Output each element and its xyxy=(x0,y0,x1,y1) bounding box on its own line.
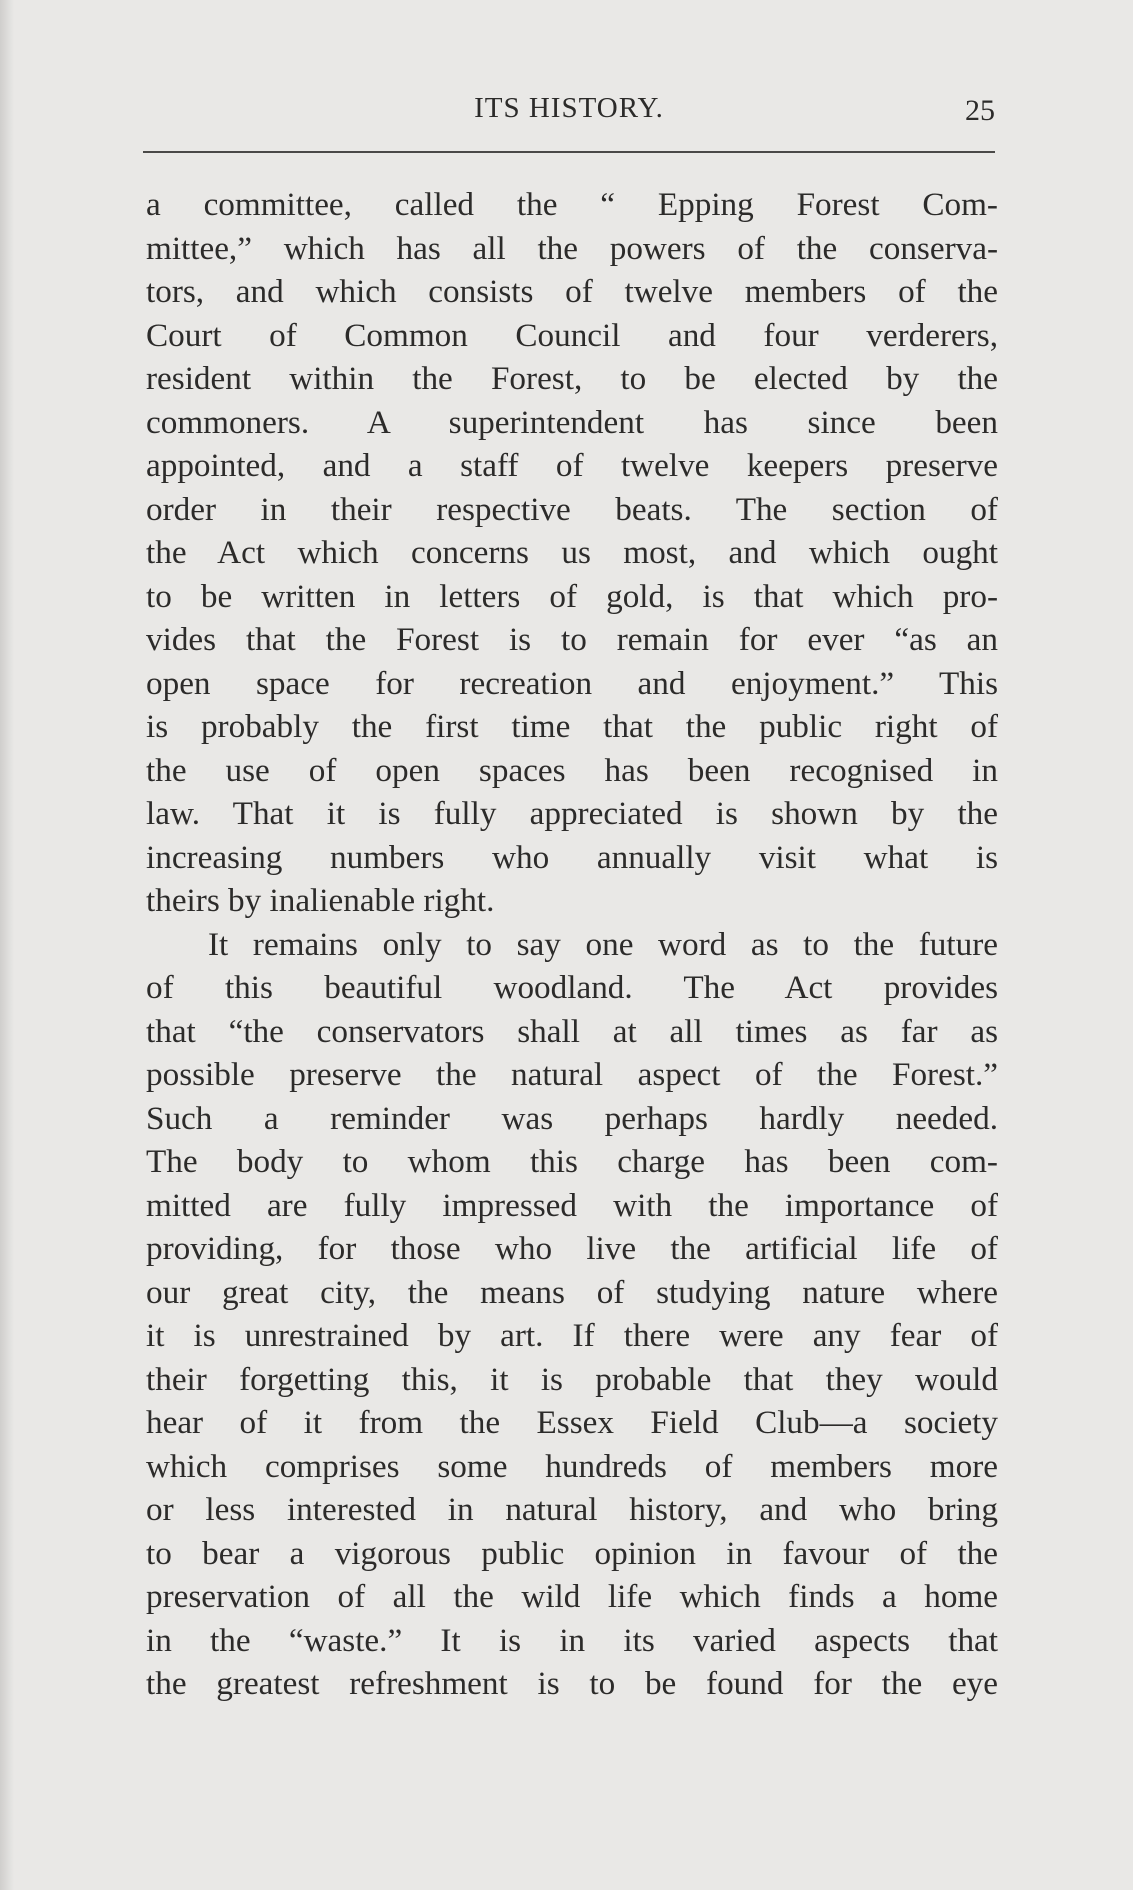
text-line: in the “waste.” It is in its varied aspects that xyxy=(146,1621,998,1659)
text-line: theirs by inalienable right. xyxy=(146,882,495,919)
text-line: Court of Common Council and four verderers, xyxy=(146,316,998,354)
text-line: providing, for those who live the artificial life of xyxy=(146,1230,998,1267)
body-text xyxy=(146,183,998,1706)
text-line: to be written in letters of gold, is that which pro- xyxy=(146,577,998,615)
text-line: order in their respective beats. The section of xyxy=(146,490,998,528)
text-line: is probably the first time that the public right of xyxy=(146,708,998,745)
text-line: law. That it is fully appreciated is shown by the xyxy=(146,795,998,832)
text-line: vides that the Forest is to remain for ever “as an xyxy=(146,621,998,658)
text-line: the use of open spaces has been recognised in xyxy=(146,751,998,789)
running-head: ITS HISTORY. xyxy=(474,92,664,124)
text-line: appointed, and a staff of twelve keepers preserve xyxy=(146,447,998,484)
text-line: mitted are fully impressed with the importance of xyxy=(146,1186,998,1224)
text-line: mittee,” which has all the powers of the conserva- xyxy=(146,229,998,267)
text-line: it is unrestrained by art. If there were any fear of xyxy=(146,1317,998,1354)
text-line: commoners. A superintendent has since been xyxy=(146,403,998,441)
text-line: increasing numbers who annually visit what is xyxy=(146,838,998,876)
text-line: hear of it from the Essex Field Club—a society xyxy=(146,1404,998,1441)
page-edge-shadow xyxy=(0,0,14,1890)
text-line: possible preserve the natural aspect of the Forest.” xyxy=(146,1056,998,1093)
text-line: open space for recreation and enjoyment.” This xyxy=(146,664,998,702)
text-line: of this beautiful woodland. The Act provides xyxy=(146,969,998,1006)
text-line: which comprises some hundreds of members more xyxy=(146,1447,998,1485)
text-line: the greatest refreshment is to be found for the eye xyxy=(146,1665,998,1702)
page-header xyxy=(143,92,995,132)
text-line: the Act which concerns us most, and which ought xyxy=(146,534,998,571)
text-line: our great city, the means of studying nature where xyxy=(146,1273,998,1311)
text-line: The body to whom this charge has been com- xyxy=(146,1143,998,1180)
text-line: their forgetting this, it is probable that they would xyxy=(146,1360,998,1398)
text-line: tors, and which consists of twelve members of the xyxy=(146,273,998,310)
text-line: resident within the Forest, to be elected by the xyxy=(146,360,998,397)
text-line: preservation of all the wild life which finds a home xyxy=(146,1578,998,1615)
text-line: to bear a vigorous public opinion in favour of the xyxy=(146,1534,998,1572)
text-line: a committee, called the “ Epping Forest Com- xyxy=(146,186,998,223)
header-rule xyxy=(143,151,995,153)
text-line: Such a reminder was perhaps hardly needed. xyxy=(146,1099,998,1137)
text-line: or less interested in natural history, and who bring xyxy=(146,1491,998,1528)
text-line: It remains only to say one word as to the future xyxy=(208,925,998,963)
text-line: that “the conservators shall at all times as far as xyxy=(146,1012,998,1050)
page-number: 25 xyxy=(965,94,995,127)
